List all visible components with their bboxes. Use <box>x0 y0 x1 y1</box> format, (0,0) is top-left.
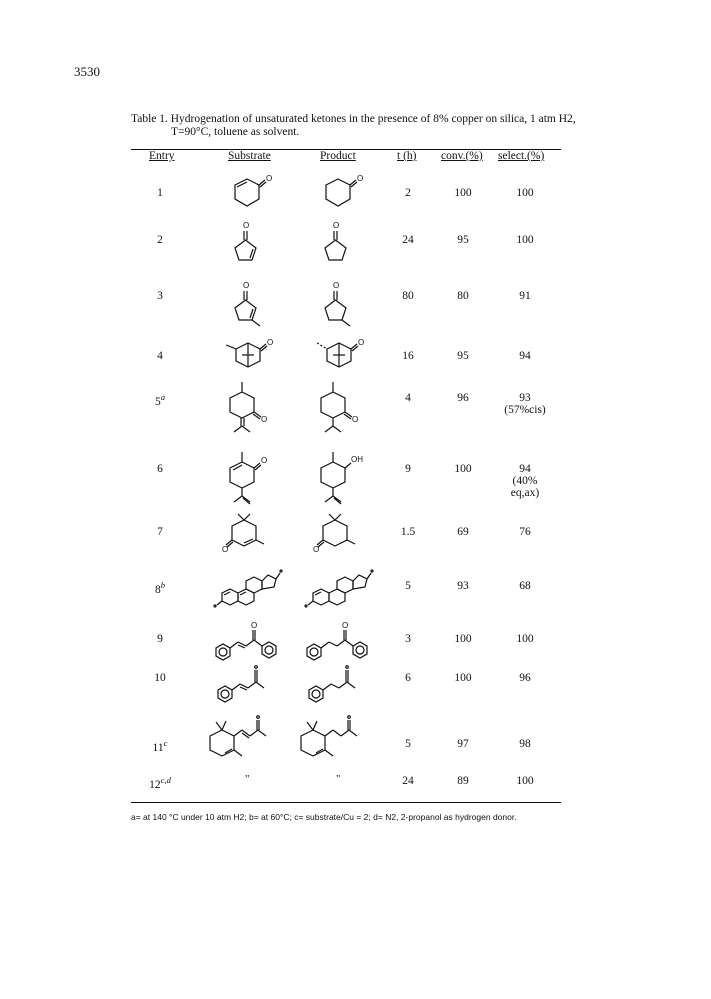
structure-cyclohexanone <box>316 175 366 215</box>
svg-text:O: O <box>267 338 274 347</box>
selectivity-value: 94 <box>519 350 531 362</box>
structure-dihydrochalcone <box>303 620 383 665</box>
entry-number: 4 <box>157 350 163 362</box>
selectivity-value: 100 <box>516 187 534 199</box>
conversion-value: 80 <box>457 290 469 302</box>
entry-number: 12$^{c,d}$ <box>149 775 171 791</box>
header-entry: Entry <box>149 150 175 162</box>
entry-number: 1 <box>157 187 163 199</box>
selectivity-value: 94 (40% eq,ax) <box>490 463 560 499</box>
time-value: 80 <box>402 290 414 302</box>
selectivity-value: 93 (57%cis) <box>490 392 560 416</box>
entry-number: 3 <box>157 290 163 302</box>
time-value: 3 <box>405 633 411 645</box>
selectivity-note: eq,ax) <box>510 487 540 499</box>
selectivity-note: (40% <box>512 475 538 487</box>
caption-line-2: T=90°C, toluene as solvent. <box>171 126 300 138</box>
svg-text:O: O <box>243 281 250 290</box>
entry-number: 10 <box>154 672 166 684</box>
selectivity-value: 68 <box>519 580 531 592</box>
table-footnotes: a= at 140 °C under 10 atm H2; b= at 60°C; c= substrate/Cu = 2; d= N2, 2-propanol as hydrogen donor. <box>131 812 517 822</box>
structure-steroid-enone <box>303 565 383 610</box>
time-value: 2 <box>405 187 411 199</box>
svg-text:O: O <box>357 174 364 183</box>
svg-text:O: O <box>261 415 268 424</box>
structure-chalcone <box>212 620 292 665</box>
structure-methylcyclopentanone <box>322 280 366 330</box>
conversion-value: 100 <box>454 633 472 645</box>
conversion-value: 93 <box>457 580 469 592</box>
time-value: 5 <box>405 580 411 592</box>
conversion-value: 100 <box>454 463 472 475</box>
structure-isophorone <box>222 512 277 557</box>
selectivity-value: 100 <box>516 775 534 787</box>
substrate-ditto: " <box>245 773 250 785</box>
time-value: 9 <box>405 463 411 475</box>
conversion-value: 69 <box>457 526 469 538</box>
structure-pulegone <box>222 380 277 440</box>
conversion-value: 95 <box>457 234 469 246</box>
conversion-value: 96 <box>457 392 469 404</box>
time-value: 5 <box>405 738 411 750</box>
header-conversion: conv.(%) <box>441 150 483 162</box>
structure-benzylacetone <box>303 660 383 710</box>
entry-number: 2 <box>157 234 163 246</box>
svg-text:O: O <box>352 415 359 424</box>
svg-text:O: O <box>261 456 268 465</box>
svg-text:O: O <box>313 545 320 554</box>
conversion-value: 100 <box>454 187 472 199</box>
svg-text:O: O <box>222 545 229 554</box>
svg-text:O: O <box>243 221 250 230</box>
structure-cyclopentenone <box>232 220 272 270</box>
svg-text:O: O <box>333 221 340 230</box>
product-ditto: " <box>336 773 341 785</box>
selectivity-value: 100 <box>516 234 534 246</box>
structure-steroid-dienone <box>212 565 292 610</box>
entry-number: 8$^b$ <box>154 580 166 596</box>
structure-cyclopentanone <box>322 220 362 270</box>
entry-number: 11$^c$ <box>152 738 168 754</box>
entry-number: 5$^a$ <box>154 392 166 408</box>
conversion-value: 100 <box>454 672 472 684</box>
time-value: 4 <box>405 392 411 404</box>
structure-verbenone <box>222 335 282 375</box>
selectivity-value: 91 <box>519 290 531 302</box>
selectivity-value: 76 <box>519 526 531 538</box>
svg-text:O: O <box>266 174 273 183</box>
page-number: 3530 <box>74 64 100 79</box>
structure-cyclohexenone <box>225 175 275 215</box>
header-time: t (h) <box>397 150 417 162</box>
svg-text:O: O <box>358 338 365 347</box>
header-product: Product <box>320 150 356 162</box>
svg-text:O: O <box>251 621 258 630</box>
time-value: 16 <box>402 350 414 362</box>
selectivity-value: 100 <box>516 633 534 645</box>
svg-text:OH: OH <box>351 455 363 464</box>
structure-carvone <box>222 450 277 510</box>
structure-trimethylcyclohexanone <box>313 512 368 557</box>
entry-number: 9 <box>157 633 163 645</box>
table-caption <box>131 113 591 139</box>
time-value: 24 <box>402 775 414 787</box>
conversion-value: 89 <box>457 775 469 787</box>
table-bottom-rule <box>131 802 561 803</box>
conversion-value: 97 <box>457 738 469 750</box>
entry-number: 6 <box>157 463 163 475</box>
header-selectivity: select.(%) <box>498 150 545 162</box>
structure-ionone <box>208 712 293 767</box>
svg-text:O: O <box>333 281 340 290</box>
selectivity-note: (57%cis) <box>504 404 546 416</box>
structure-verbanone <box>313 335 373 375</box>
svg-text:O: O <box>342 621 349 630</box>
time-value: 6 <box>405 672 411 684</box>
structure-methylcyclopentenone <box>232 280 276 330</box>
time-value: 1.5 <box>400 526 416 538</box>
selectivity-value: 96 <box>519 672 531 684</box>
selectivity-value: 98 <box>519 738 531 750</box>
structure-menthone <box>313 380 368 440</box>
time-value: 24 <box>402 234 414 246</box>
entry-number: 7 <box>157 526 163 538</box>
conversion-value: 95 <box>457 350 469 362</box>
structure-benzalacetone <box>212 660 292 710</box>
structure-dihydroionone <box>299 712 384 767</box>
caption-line-1: Table 1. Hydrogenation of unsaturated ketones in the presence of 8% copper on silica, 1 atm H2, <box>131 113 576 125</box>
header-substrate: Substrate <box>228 150 271 162</box>
structure-dihydrocarveol <box>313 450 373 510</box>
